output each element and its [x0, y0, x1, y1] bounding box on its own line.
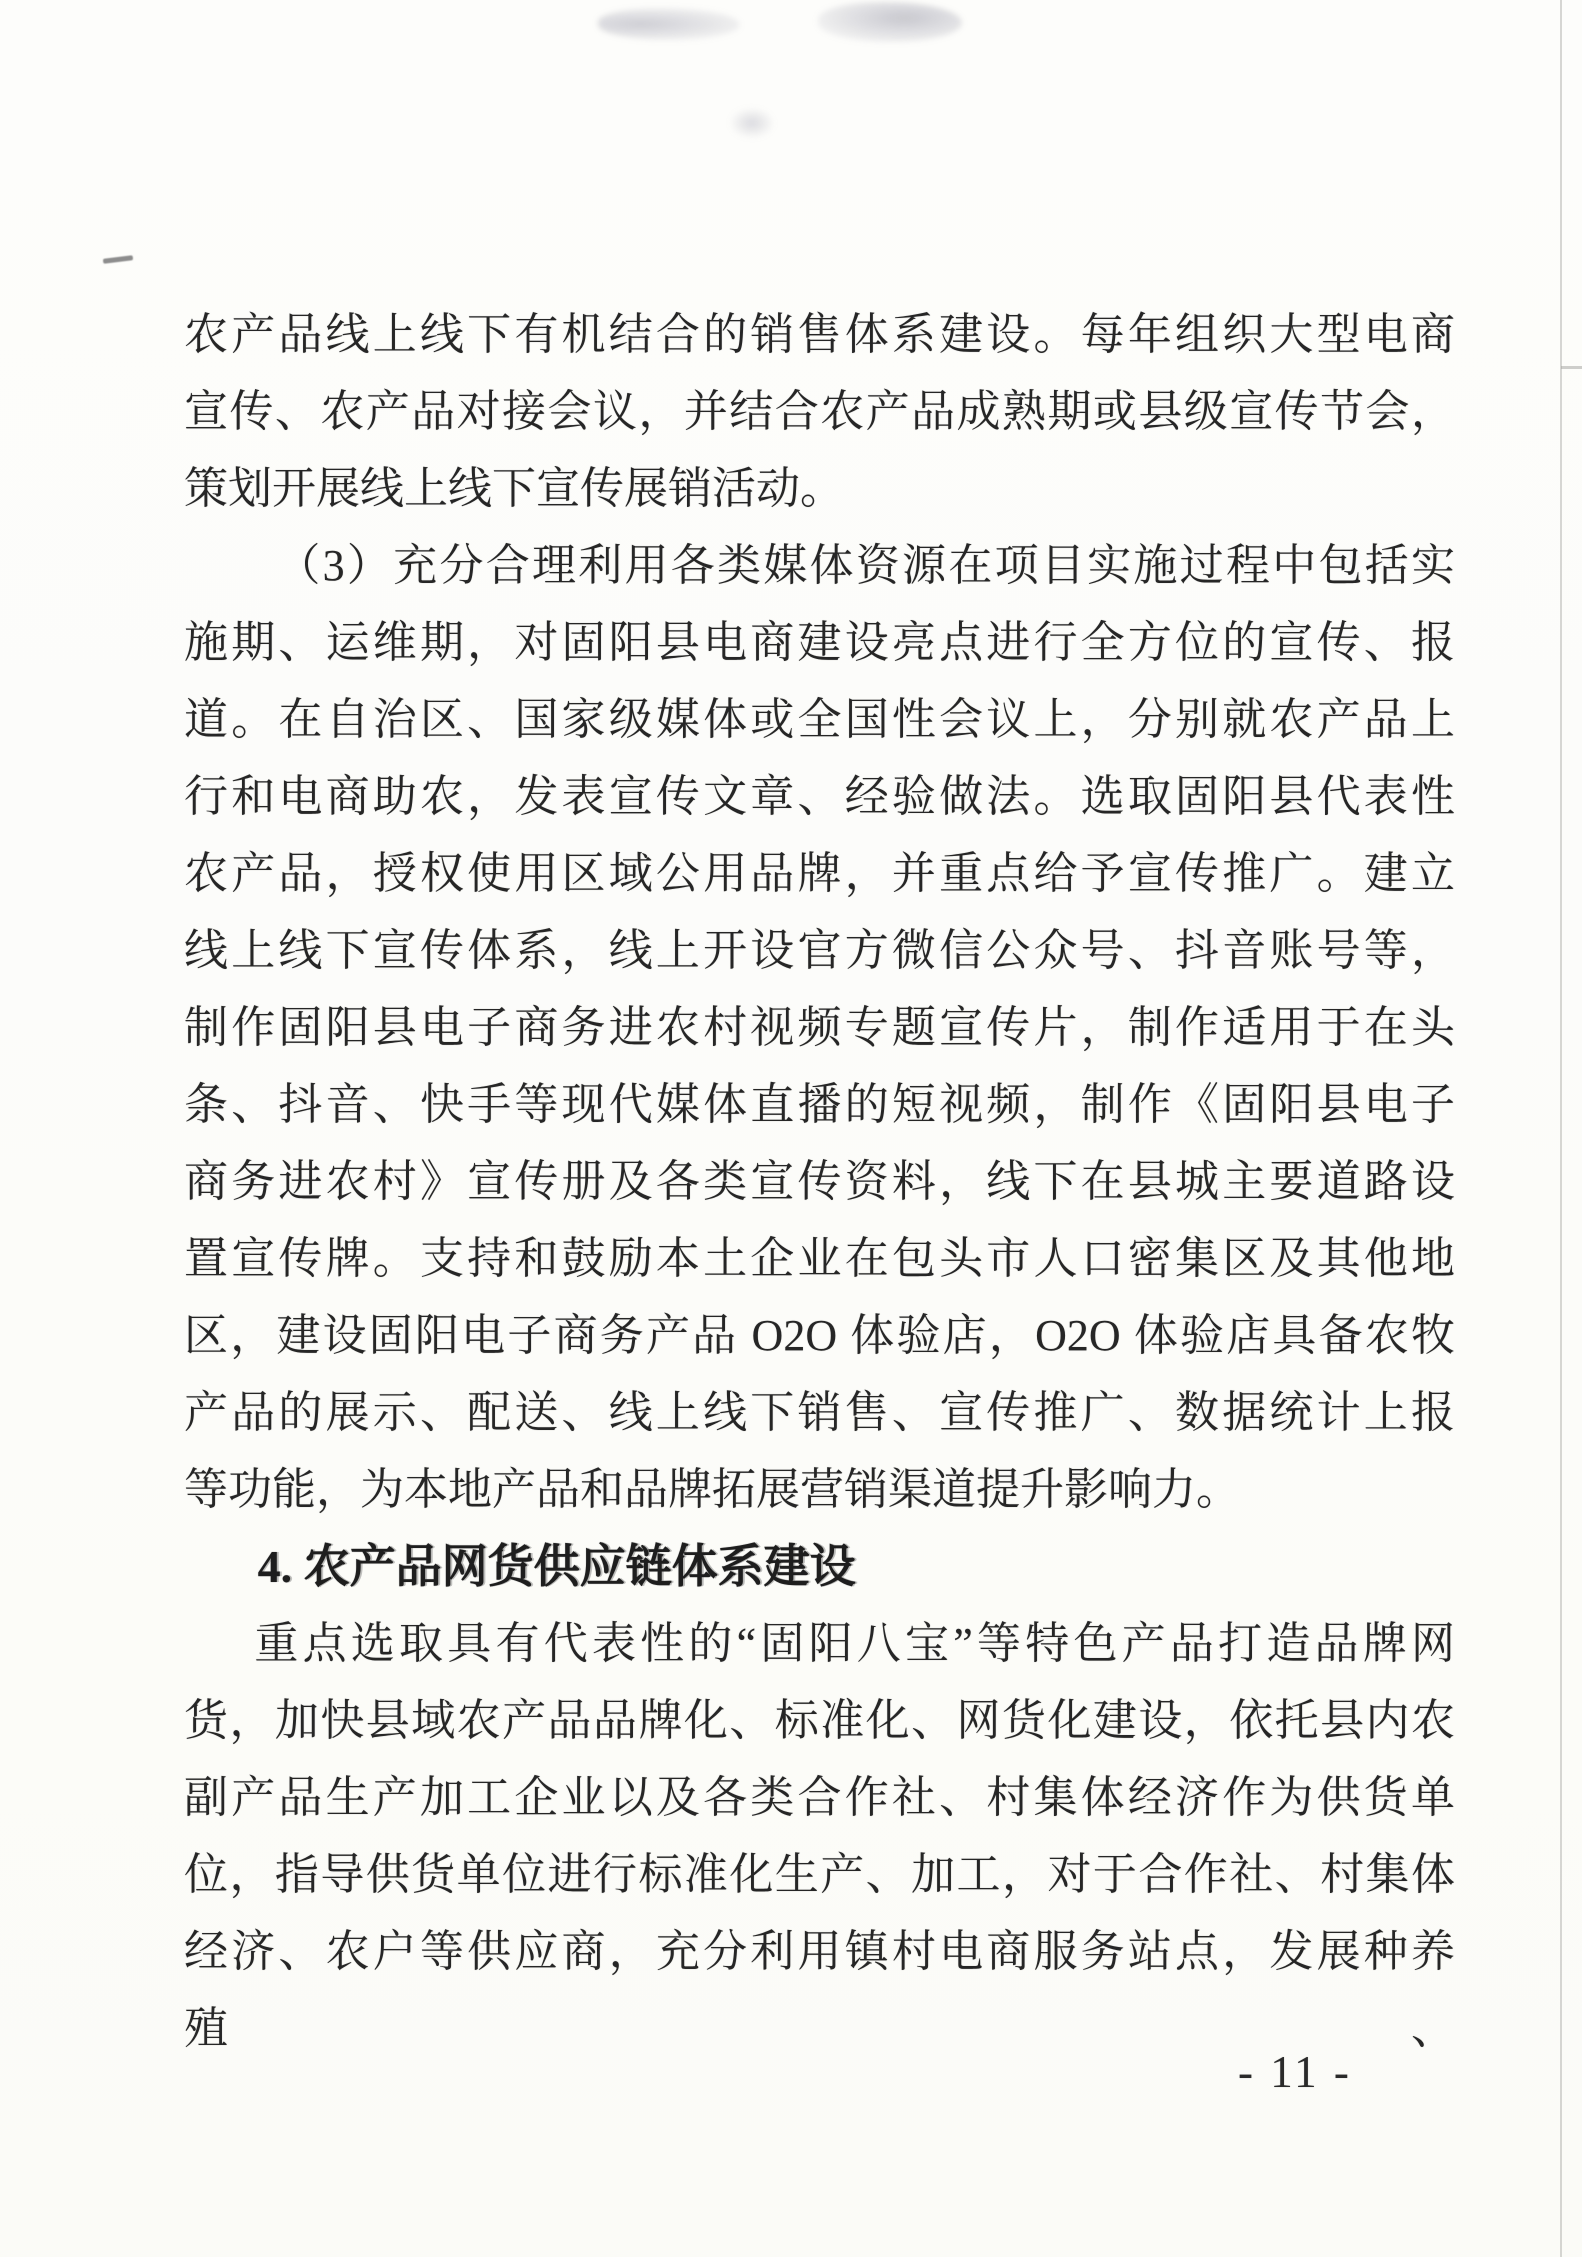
text-line: 农产品线上线下有机结合的销售体系建设。每年组织大型电商: [184, 310, 1455, 359]
text-line: 行和电商助农，发表宣传文章、经验做法。选取固阳县代表性: [184, 772, 1455, 821]
text-line: 货，加快县域农产品品牌化、标准化、网货化建设，依托县内农: [184, 1696, 1455, 1745]
text-line: 宣传、农产品对接会议，并结合农产品成熟期或县级宣传节会，: [184, 387, 1455, 436]
text-line: 商务进农村》宣传册及各类宣传资料，线下在县城主要道路设: [184, 1157, 1455, 1206]
scan-smudge-top-left: [598, 8, 740, 40]
scan-edge-tick: [1561, 366, 1582, 369]
text-line: 位，指导供货单位进行标准化生产、加工，对于合作社、村集体: [184, 1850, 1455, 1899]
text-line: 制作固阳县电子商务进农村视频专题宣传片，制作适用于在头: [184, 1003, 1455, 1052]
scan-smudge-top-right: [818, 2, 962, 42]
text-line: （3）充分合理利用各类媒体资源在项目实施过程中包括实: [276, 541, 1455, 590]
text-line: 产品的展示、配送、线上线下销售、宣传推广、数据统计上报: [184, 1388, 1455, 1437]
text-line: 等功能，为本地产品和品牌拓展营销渠道提升影响力。: [184, 1465, 1240, 1514]
section-heading: 4. 农产品网货供应链体系建设: [257, 1541, 856, 1592]
text-block: [184, 296, 1455, 2053]
text-line: 副产品生产加工企业以及各类合作社、村集体经济作为供货单: [184, 1773, 1455, 1822]
text-line: 道。在自治区、国家级媒体或全国性会议上，分别就农产品上: [184, 695, 1455, 744]
page-number: - 11 -: [1238, 2047, 1352, 2097]
text-line: 策划开展线上线下宣传展销活动。: [184, 464, 844, 513]
text-line: 区，建设固阳电子商务产品 O2O 体验店，O2O 体验店具备农牧: [184, 1311, 1455, 1360]
scan-edge-line: [1560, 0, 1562, 2257]
text-line: 置宣传牌。支持和鼓励本土企业在包头市人口密集区及其他地: [184, 1234, 1455, 1283]
text-line: 农产品，授权使用区域公用品牌，并重点给予宣传推广。建立: [184, 849, 1455, 898]
scan-dash-mark: [103, 255, 133, 264]
text-line: 施期、运维期，对固阳县电商建设亮点进行全方位的宣传、报: [184, 618, 1455, 667]
text-line: 线上线下宣传体系，线上开设官方微信公众号、抖音账号等，: [184, 926, 1455, 975]
scan-smudge-small: [730, 108, 774, 138]
text-line: 重点选取具有代表性的“固阳八宝”等特色产品打造品牌网: [254, 1619, 1455, 1668]
text-line: 条、抖音、快手等现代媒体直播的短视频，制作《固阳县电子: [184, 1080, 1455, 1129]
text-line: 经济、农户等供应商，充分利用镇村电商服务站点，发展种养殖、: [184, 1927, 1455, 2053]
